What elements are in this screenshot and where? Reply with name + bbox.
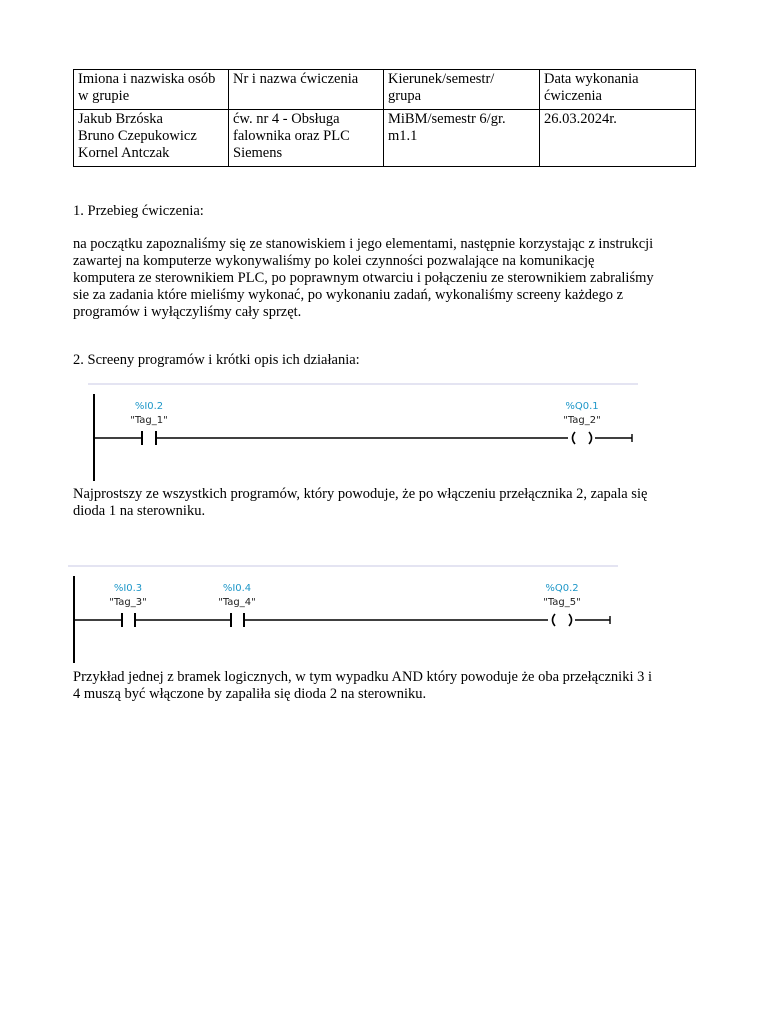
coil-1 [573, 432, 592, 444]
contact-tag: "Tag_1" [130, 415, 168, 426]
contact1-tag: "Tag_3" [109, 597, 147, 608]
header-row [74, 70, 696, 110]
cell-exercise: ćw. nr 4 - Obsługa falownika oraz PLC Siemens [229, 110, 384, 167]
cell-course: MiBM/semestr 6/gr. m1.1 [384, 110, 540, 167]
contact2-tag: "Tag_4" [218, 597, 256, 608]
no-contact-2 [231, 613, 244, 627]
no-contact-1 [122, 613, 135, 627]
table-row [74, 110, 696, 167]
no-contact-1 [142, 431, 156, 445]
coil-tag: "Tag_2" [563, 415, 601, 426]
ladder-diagram-2 [66, 560, 626, 666]
coil-tag: "Tag_5" [543, 597, 581, 608]
contact1-address: %I0.3 [113, 583, 143, 594]
section2-heading: 2. Screeny programów i krótki opis ich działania: [73, 352, 360, 368]
section1-paragraph: na początku zapoznaliśmy się ze stanowiskiem i jego elementami, następnie korzystając z instrukcji zawartej na komputerze wykonywaliśmy po kolei czynności pozwalające na komunikację komputera ze sterownikiem PLC, po poprawnym otwarciu i połączeniu ze sterownikiem zabraliśmy sie za zadania które mieliśmy wykonać, po wykonaniu zadań, wykonaliśmy screeny każdego z programów i wyłączyliśmy cały sprzęt. [73, 236, 654, 320]
ladder2-description: Przykład jednej z bramek logicznych, w tym wypadku AND który powoduje że oba przełączniki 3 i 4 muszą być włączone by zapaliła się dioda 2 na sterowniku. [73, 669, 653, 702]
cell-date: 26.03.2024r. [540, 110, 696, 167]
header-cell-course: Kierunek/semestr/ grupa [384, 70, 540, 110]
coil-address: %Q0.2 [545, 583, 579, 594]
contact-address: %I0.2 [134, 401, 164, 412]
header-cell-date: Data wykonania ćwiczenia [540, 70, 696, 110]
ladder1-description: Najprostszy ze wszystkich programów, który powoduje, że po włączeniu przełącznika 2, zapala się dioda 1 na sterowniku. [73, 486, 648, 519]
header-cell-exercise: Nr i nazwa ćwiczenia [229, 70, 384, 110]
header-cell-names: Imiona i nazwiska osób w grupie [74, 70, 229, 110]
cell-names: Jakub Brzóska Bruno Czepukowicz Kornel Antczak [74, 110, 229, 167]
section1-heading: 1. Przebieg ćwiczenia: [73, 203, 204, 219]
header-table [73, 69, 696, 167]
coil-address: %Q0.1 [565, 401, 599, 412]
contact2-address: %I0.4 [222, 583, 252, 594]
ladder-diagram-1 [86, 380, 646, 484]
coil-2 [553, 614, 572, 626]
